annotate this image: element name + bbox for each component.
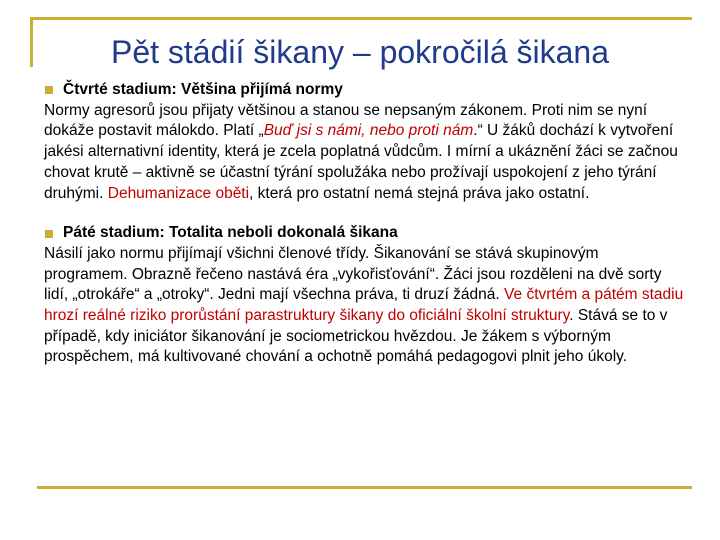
- section-4-quote: Buď jsi s námi, nebo proti nám: [263, 122, 474, 140]
- section-4-paragraph: [44, 101, 684, 205]
- top-frame-line: [30, 17, 692, 20]
- section-5-text-1: Násilí jako normu přijímají všichni členové třídy. Šikanování se stává skupinovým programem. Obrazně řečeno nastává éra „vykořisťování“. Žáci jsou rozděleni na dvě sorty lidí, „otrokáře“ a „otroky“. Jedni mají všechna práva, ti druzí žádná.: [44, 244, 662, 304]
- section-5-heading-text: Páté stadium: Totalita neboli dokonalá šikana: [63, 224, 398, 242]
- bottom-frame-line: [37, 486, 692, 489]
- section-4-highlight: Dehumanizace oběti: [107, 184, 250, 202]
- section-4-text-3: , která pro ostatní nemá stejná práva jako ostatní.: [249, 184, 590, 202]
- section-5-highlight: Ve čtvrtém a pátém stadiu hrozí reálné riziko prorůstání parastruktury šikany do oficiální školní struktury: [44, 286, 684, 325]
- section-4-heading-text: Čtvrté stadium: Většina přijímá normy: [63, 81, 343, 98]
- square-bullet-icon: [45, 86, 53, 94]
- section-4-heading: [44, 80, 684, 101]
- slide-title: Pět stádií šikany – pokročilá šikana: [110, 34, 610, 70]
- section-5-paragraph: [44, 244, 684, 368]
- section-5-heading: [44, 223, 684, 244]
- left-frame-line: [30, 17, 33, 67]
- section-4-text-2: .“ U žáků dochází k vytvoření jakési alternativní identity, která je zcela poplatná vůdcům. I mírní a ukáznění žáci se začnou chovat krutě – aktivně se účastní týrání spolužáka nebo prožívají uspokojení z jeho týrání druhými.: [44, 122, 678, 202]
- section-5-text-2: . Stává se to v případě, kdy iniciátor šikanování je sociometrickou hvězdou. Je žákem s výborným prospěchem, má kultivované chování a ochotně pomáhá pedagogovi plnit jeho úkoly.: [44, 307, 668, 366]
- section-4-text-1: Normy agresorů jsou přijaty většinou a stanou se nepsaným zákonem. Proti nim se nyní dokáže postavit málokdo. Platí „: [44, 101, 648, 140]
- slide-content: [44, 80, 684, 368]
- square-bullet-icon: [45, 230, 53, 238]
